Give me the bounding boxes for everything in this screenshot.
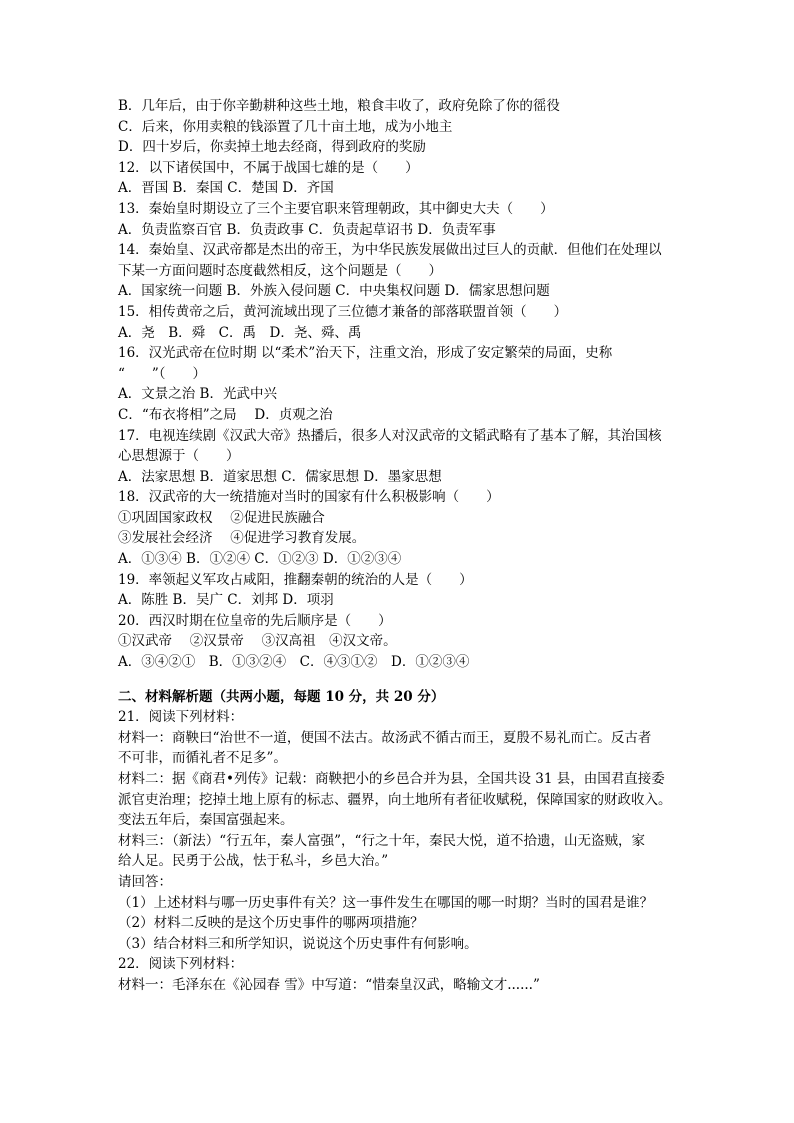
text-line: （3）结合材料三和所学知识，说说这个历史事件有何影响。 [118, 935, 478, 952]
text-line: C．后来，你用卖粮的钱添置了几十亩土地，成为小地主 [118, 118, 453, 135]
section-gap [118, 673, 678, 687]
text-line: （1）上述材料与哪一历史事件有关？这一事件发生在哪国的哪一时期？当时的国君是谁？ [118, 894, 654, 911]
text-line: （2）材料二反映的是这个历史事件的哪两项措施？ [118, 915, 424, 932]
question-13: 13．秦始皇时期设立了三个主要官职来管理朝政，其中御史大夫（ ） [118, 200, 554, 217]
question-18: 18．汉武帝的大一统措施对当时的国家有什么积极影响（ ） [118, 489, 500, 506]
question-12: 12．以下诸侯国中，不属于战国七雄的是（ ） [118, 159, 419, 176]
text-line: 不可非，而循礼者不足多”。 [118, 750, 287, 767]
text-line: C．“布衣将相”之局 D．贞观之治 [118, 406, 333, 423]
text-line: 材料一：商鞅曰“治世不一道，便国不法古。故汤武不循古而王，夏殷不易礼而亡。反古者 [118, 729, 652, 746]
text-line: A．晋国 B．秦国 C．楚国 D．齐国 [118, 180, 334, 197]
text-line: B．几年后，由于你辛勤耕种这些土地，粮食丰收了，政府免除了你的徭役 [118, 98, 560, 114]
question-19: 19．率领起义军攻占咸阳，推翻秦朝的统治的人是（ ） [118, 571, 473, 588]
question-17: 17．电视连续剧《汉武大帝》热播后，很多人对汉武帝的文韬武略有了基本了解，其治国核 [118, 427, 662, 444]
text-line: A．负责监察百官 B．负责政事 C．负责起草诏书 D．负责军事 [118, 221, 496, 238]
text-line: A．文景之治 B．光武中兴 [118, 386, 277, 403]
text-line: 变法五年后，秦国富强起来。 [118, 812, 294, 829]
text-line: ③发展社会经济 ④促进学习教育发展。 [118, 530, 366, 547]
text-line: A．尧 B．舜 C．禹 D．尧、舜、禹 [118, 324, 362, 341]
text-line: 请回答： [118, 873, 172, 890]
text-line: 心思想源于（ ） [118, 448, 240, 465]
text-line: 给人足。民勇于公战，怯于私斗，乡邑大治。” [118, 853, 389, 870]
question-14: 14．秦始皇、汉武帝都是杰出的帝王，为中华民族发展做出过巨人的贡献．但他们在处理以 [118, 242, 662, 259]
text-line: A．法家思想 B．道家思想 C．儒家思想 D．墨家思想 [118, 468, 442, 485]
text-line: 材料三：（新法）“行五年，秦人富强”，“行之十年，秦民大悦，道不拾遗，山无盗贼，家 [118, 832, 645, 849]
question-15: 15．相传黄帝之后，黄河流域出现了三位德才兼备的部落联盟首领（ ） [118, 303, 568, 320]
text-line: ①巩固国家政权 ②促进民族融合 [118, 509, 325, 526]
text-line: A．国家统一问题 B．外族入侵问题 C．中央集权问题 D．儒家思想问题 [118, 283, 550, 300]
text-line: A．①③④ B．①②④ C．①②③ D．①②③④ [118, 551, 402, 568]
text-line: “ ”（ ） [118, 365, 207, 382]
question-16: 16．汉光武帝在位时期 以“柔术”治天下，注重文治，形成了安定繁荣的局面，史称 [118, 345, 613, 362]
text-line: A．陈胜 B．吴广 C．刘邦 D．项羽 [118, 592, 334, 609]
question-21: 21．阅读下列材料： [118, 709, 244, 726]
text-line: 派官吏治理；挖掉土地上原有的标志、疆界，向土地所有者征收赋税，保障国家的财政收入。 [118, 791, 672, 808]
section-title: 二、材料解析题（共两小题，每题 10 分，共 20 分） [118, 688, 445, 705]
text-line: 材料一：毛泽东在《沁园春 雪》中写道：“惜秦皇汉武，略输文才......” [118, 976, 540, 993]
question-20: 20．西汉时期在位皇帝的先后顺序是（ ） [118, 612, 392, 629]
text-line: ①汉武帝 ②汉景帝 ③汉高祖 ④汉文帝。 [118, 633, 397, 650]
document-content [118, 96, 678, 996]
question-22: 22．阅读下列材料： [118, 956, 244, 973]
text-line: 材料二：据《商君•列传》记载：商鞅把小的乡邑合并为县，全国共设 31 县，由国君直接委 [118, 771, 665, 787]
text-line: D．四十岁后，你卖掉土地去经商，得到政府的奖励 [118, 139, 426, 156]
text-line: 下某一方面问题时态度截然相反，这个问题是（ ） [118, 262, 442, 279]
text-line: A．③④②① B．①③②④ C．④③①② D．①②③④ [118, 654, 470, 671]
